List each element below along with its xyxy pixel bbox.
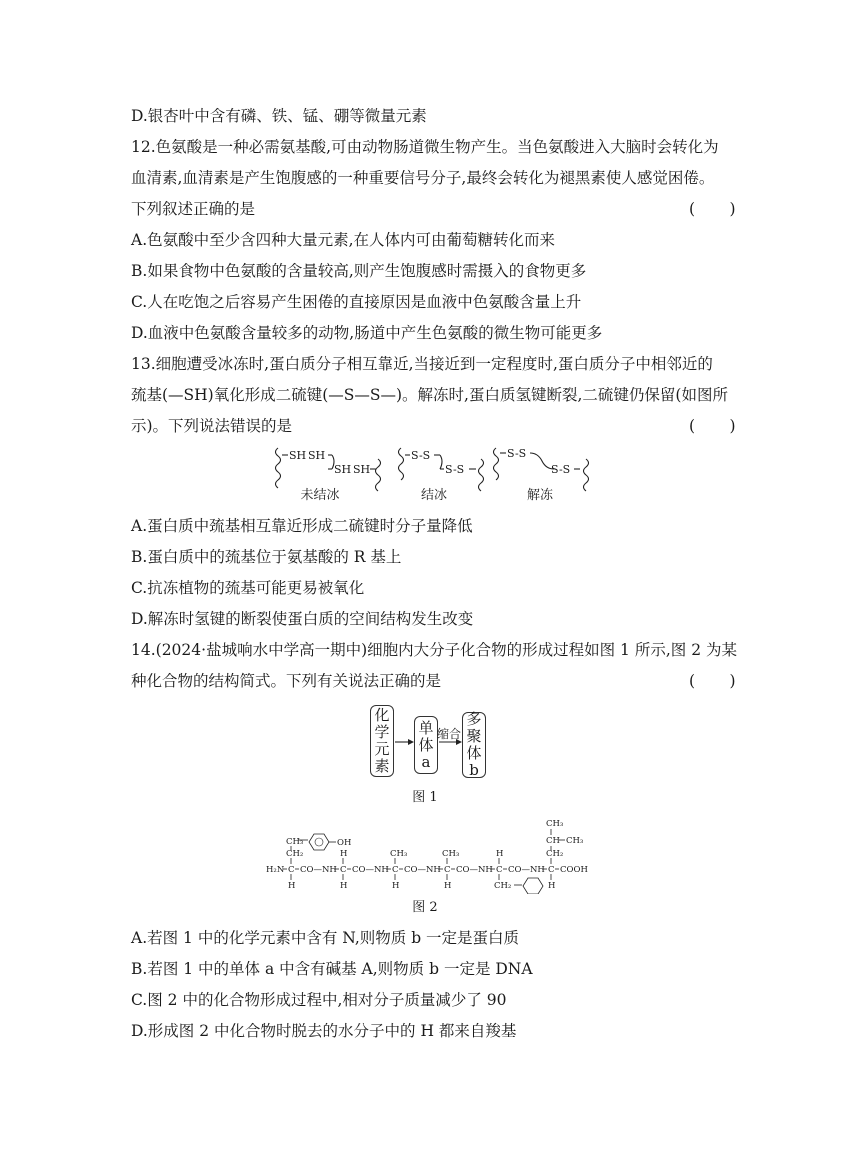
label-frozen: 结冰 <box>420 488 447 503</box>
q13-option-b: B.蛋白质中的巯基位于氨基酸的 R 基上 <box>131 548 402 566</box>
fig2-ch2-r6: CH₂ <box>546 849 564 859</box>
q14-option-a: A.若图 1 中的化学元素中含有 N,则物质 b 一定是蛋白质 <box>131 929 520 947</box>
fig1-caption: 图 1 <box>412 790 438 805</box>
frozen-ss-upper: S-S <box>411 449 431 462</box>
q14-stem-line1: 14.(2024·盐城响水中学高一期中)细胞内大分子化合物的形成过程如图 1 所示,图 2 为某 <box>131 641 737 659</box>
fig2-ch3-r1: CH₃ <box>286 837 304 847</box>
unfrozen-sh-right: SH <box>308 449 326 462</box>
fig2-phenol-ring <box>309 834 329 850</box>
fig2-ch2-below-5: CH₂ <box>494 881 512 891</box>
label-thawed: 解冻 <box>526 488 553 503</box>
fig2-conh1: CO—NH <box>300 865 337 875</box>
fig2-h-below-1: H <box>288 881 296 891</box>
q14-option-c: C.图 2 中的化合物形成过程中,相对分子质量减少了 90 <box>131 991 507 1009</box>
q14-option-b: B.若图 1 中的单体 a 中含有碱基 A,则物质 b 一定是 DNA <box>131 960 533 978</box>
fig1-elements-text: 化学元素 <box>374 706 390 775</box>
fig1-polymer-box <box>462 712 486 778</box>
frozen-ss-lower: S-S <box>445 463 465 476</box>
fig2-c1: C <box>288 865 295 875</box>
fig2-ch3-r6a: CH₃ <box>546 819 564 829</box>
fig2-ch-r6: CH <box>546 836 560 846</box>
q13-answer-paren: ( ) <box>689 417 736 435</box>
fig2-h-r2: H <box>340 849 348 859</box>
thawed-ss-lower: S-S <box>551 463 571 476</box>
fig2-peptide-structure <box>262 812 602 894</box>
unfrozen-sh-lower-right: SH <box>353 463 371 476</box>
fig2-c6: C <box>548 865 555 875</box>
fig2-conh5: CO—NH <box>508 865 545 875</box>
q13-stem-line2: 巯基(—SH)氧化形成二硫键(—S—S—)。解冻时,蛋白质氢键断裂,二硫键仍保留(如图所 <box>131 386 728 404</box>
q14-answer-paren: ( ) <box>689 672 736 690</box>
q13-option-c: C.抗冻植物的巯基可能更易被氧化 <box>131 579 365 597</box>
fig2-c5: C <box>496 865 503 875</box>
q12-stem-line3: 下列叙述正确的是 <box>131 200 256 218</box>
q12-option-a: A.色氨酸中至少含四种大量元素,在人体内可由葡萄糖转化而来 <box>131 231 556 249</box>
fig2-benzene-ring <box>523 878 543 894</box>
fig2-c4: C <box>444 865 451 875</box>
q14-stem-line2: 种化合物的结构简式。下列有关说法正确的是 <box>131 672 442 690</box>
fig2-ch2-r1: CH₂ <box>286 849 304 859</box>
q14-option-d: D.形成图 2 中化合物时脱去的水分子中的 H 都来自羧基 <box>131 1022 517 1040</box>
fig1-condensation-label: 缩合 <box>436 727 461 741</box>
q11-option-d: D.银杏叶中含有磷、铁、锰、硼等微量元素 <box>131 107 427 125</box>
q12-option-c: C.人在吃饱之后容易产生困倦的直接原因是血液中色氨酸含量上升 <box>131 293 582 311</box>
q13-option-d: D.解冻时氢键的断裂使蛋白质的空间结构发生改变 <box>131 610 474 628</box>
fig2-ch3-r4: CH₃ <box>442 849 460 859</box>
q12-stem-line2: 血清素,血清素是产生饱腹感的一种重要信号分子,最终会转化为褪黑素使人感觉困倦。 <box>131 169 715 187</box>
fig2-conh3: CO—NH <box>404 865 441 875</box>
q12-stem-line1: 12.色氨酸是一种必需氨基酸,可由动物肠道微生物产生。当色氨酸进入大脑时会转化为 <box>131 138 719 156</box>
q12-option-b: B.如果食物中色氨酸的含量较高,则产生饱腹感时需摄入的食物更多 <box>131 262 587 280</box>
unfrozen-sh-lower-left: SH <box>334 463 352 476</box>
label-unfrozen: 未结冰 <box>300 488 340 503</box>
fig2-h-below-4: H <box>444 881 452 891</box>
unfrozen-sh-left: SH <box>289 449 307 462</box>
q12-answer-paren: ( ) <box>689 200 736 218</box>
fig1-polymer-text: 多聚体b <box>466 710 482 779</box>
fig2-h-below-3: H <box>392 881 400 891</box>
fig2-h-below-2: H <box>340 881 348 891</box>
q13-stem-line3: 示)。下列说法错误的是 <box>131 417 293 435</box>
fig2-conh2: CO—NH <box>352 865 389 875</box>
fig2-oh: OH <box>337 838 352 848</box>
fig2-ch3-r3: CH₃ <box>390 849 408 859</box>
fig2-h-below-6: H <box>548 881 556 891</box>
fig2-cooh: COOH <box>560 865 588 875</box>
q13-stem-line1: 13.细胞遭受冰冻时,蛋白质分子相互靠近,当接近到一定程度时,蛋白质分子中相邻近的 <box>131 355 713 373</box>
q13-option-a: A.蛋白质中巯基相互靠近形成二硫键时分子量降低 <box>131 517 473 535</box>
fig2-c3: C <box>392 865 399 875</box>
fig2-caption: 图 2 <box>412 900 438 915</box>
fig2-c2: C <box>340 865 347 875</box>
q12-option-d: D.血液中色氨酸含量较多的动物,肠道中产生色氨酸的微生物可能更多 <box>131 324 603 342</box>
fig1-monomer-text: 单体a <box>418 718 434 771</box>
fig2-h2n: H₂N <box>266 865 285 875</box>
fig2-ch3-r6b: CH₃ <box>566 836 584 846</box>
thawed-ss-upper: S-S <box>507 447 527 460</box>
arrow-head-1 <box>408 739 414 745</box>
fig2-conh4: CO—NH <box>456 865 493 875</box>
fig1-elements-box <box>370 705 394 777</box>
fig2-h-r5: H <box>496 849 504 859</box>
